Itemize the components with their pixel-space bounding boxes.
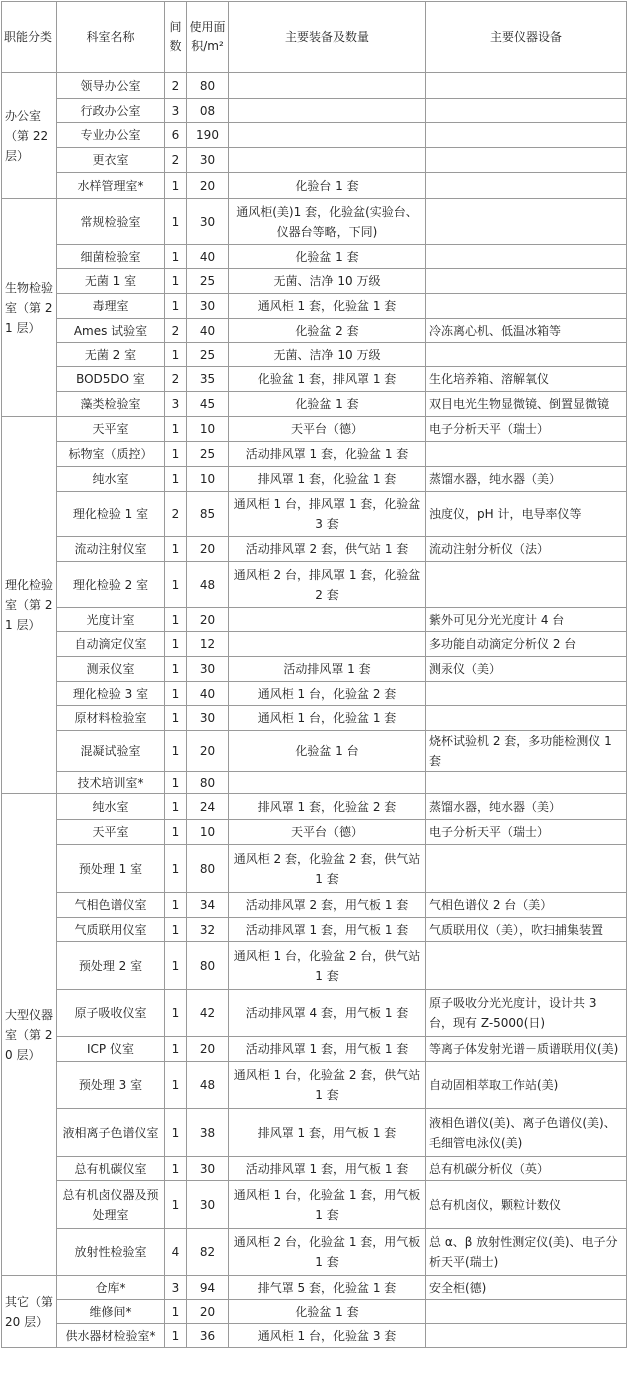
instruments-cell [426, 199, 627, 245]
table-row [2, 1109, 627, 1157]
room-name-cell: 预处理 2 室 [57, 942, 165, 990]
area-cell: 30 [187, 706, 229, 731]
count-cell: 1 [165, 343, 187, 367]
table-row [2, 820, 627, 845]
table-body [2, 73, 627, 1348]
instruments-cell: 气相色谱仪 2 台（美） [426, 893, 627, 918]
header-equipment: 主要装备及数量 [229, 2, 426, 73]
room-name-cell: 原子吸收仪室 [57, 990, 165, 1037]
header-area: 使用面积/m² [187, 2, 229, 73]
area-cell: 30 [187, 148, 229, 173]
category-cell: 生物检验室（第 21 层） [2, 199, 57, 417]
count-cell: 1 [165, 294, 187, 319]
instruments-cell [426, 1300, 627, 1324]
room-name-cell: 气质联用仪室 [57, 918, 165, 942]
instruments-cell: 总 α、β 放射性测定仪(美)、电子分析天平(瑞士) [426, 1229, 627, 1276]
room-name-cell: 理化检验 1 室 [57, 492, 165, 537]
area-cell: 24 [187, 794, 229, 820]
equipment-cell: 排风罩 1 套，化验盆 2 套 [229, 794, 426, 820]
table-row [2, 562, 627, 608]
instruments-cell [426, 682, 627, 706]
room-name-cell: 细菌检验室 [57, 245, 165, 269]
instruments-cell [426, 245, 627, 269]
instruments-cell [426, 442, 627, 467]
count-cell: 1 [165, 467, 187, 492]
instruments-cell [426, 772, 627, 794]
table-row [2, 392, 627, 417]
instruments-cell [426, 706, 627, 731]
instruments-cell [426, 123, 627, 148]
equipment-cell: 化验盆 1 套 [229, 1300, 426, 1324]
table-row [2, 608, 627, 632]
instruments-cell: 烧杯试验机 2 套，多功能检测仪 1 套 [426, 731, 627, 772]
instruments-cell: 流动注射分析仪（法） [426, 537, 627, 562]
area-cell: 25 [187, 269, 229, 294]
area-cell: 30 [187, 1157, 229, 1181]
table-row [2, 245, 627, 269]
count-cell: 1 [165, 199, 187, 245]
equipment-cell [229, 148, 426, 173]
room-name-cell: 光度计室 [57, 608, 165, 632]
instruments-cell [426, 294, 627, 319]
count-cell: 2 [165, 73, 187, 99]
area-cell: 190 [187, 123, 229, 148]
area-cell: 82 [187, 1229, 229, 1276]
count-cell: 1 [165, 820, 187, 845]
instruments-cell: 蒸馏水器，纯水器（美） [426, 467, 627, 492]
room-name-cell: 理化检验 2 室 [57, 562, 165, 608]
count-cell: 1 [165, 442, 187, 467]
room-name-cell: 理化检验 3 室 [57, 682, 165, 706]
table-row [2, 845, 627, 893]
equipment-cell: 通风柜(美)1 套，化验盆(实验台、仪器台等略，下同) [229, 199, 426, 245]
area-cell: 35 [187, 367, 229, 392]
count-cell: 4 [165, 1229, 187, 1276]
table-row [2, 148, 627, 173]
room-name-cell: 预处理 1 室 [57, 845, 165, 893]
instruments-cell: 总有机碳分析仪（英） [426, 1157, 627, 1181]
room-name-cell: 液相离子色谱仪室 [57, 1109, 165, 1157]
equipment-cell: 活动排风罩 1 套，用气板 1 套 [229, 1037, 426, 1062]
count-cell: 1 [165, 706, 187, 731]
room-name-cell: 无菌 1 室 [57, 269, 165, 294]
equipment-cell: 无菌、洁净 10 万级 [229, 343, 426, 367]
equipment-cell: 活动排风罩 4 套，用气板 1 套 [229, 990, 426, 1037]
count-cell: 1 [165, 1157, 187, 1181]
instruments-cell: 冷冻离心机、低温冰箱等 [426, 319, 627, 343]
equipment-cell: 通风柜 2 台，排风罩 1 套，化验盆 2 套 [229, 562, 426, 608]
instruments-cell [426, 562, 627, 608]
count-cell: 2 [165, 319, 187, 343]
table-row [2, 1300, 627, 1324]
instruments-cell [426, 173, 627, 199]
equipment-cell: 通风柜 1 台，排风罩 1 套，化验盆 3 套 [229, 492, 426, 537]
instruments-cell: 原子吸收分光光度计，设计共 3 台，现有 Z-5000(日) [426, 990, 627, 1037]
equipment-cell: 活动排风罩 1 套，化验盆 1 套 [229, 442, 426, 467]
category-cell: 大型仪器室（第 20 层） [2, 794, 57, 1276]
area-cell: 20 [187, 173, 229, 199]
count-cell: 1 [165, 772, 187, 794]
equipment-cell: 通风柜 1 台，化验盆 1 套 [229, 706, 426, 731]
count-cell: 1 [165, 173, 187, 199]
area-cell: 40 [187, 245, 229, 269]
room-name-cell: 测汞仪室 [57, 657, 165, 682]
table-row [2, 1276, 627, 1300]
room-name-cell: 技术培训室* [57, 772, 165, 794]
count-cell: 1 [165, 1324, 187, 1348]
count-cell: 1 [165, 918, 187, 942]
area-cell: 48 [187, 1062, 229, 1109]
count-cell: 1 [165, 990, 187, 1037]
equipment-cell: 化验盆 2 套 [229, 319, 426, 343]
table-row [2, 73, 627, 99]
count-cell: 1 [165, 942, 187, 990]
instruments-cell [426, 269, 627, 294]
count-cell: 1 [165, 537, 187, 562]
instruments-cell: 电子分析天平（瑞士） [426, 820, 627, 845]
room-name-cell: 流动注射仪室 [57, 537, 165, 562]
count-cell: 6 [165, 123, 187, 148]
table-row [2, 199, 627, 245]
room-name-cell: 仓库* [57, 1276, 165, 1300]
room-name-cell: 气相色谱仪室 [57, 893, 165, 918]
count-cell: 1 [165, 632, 187, 657]
count-cell: 1 [165, 562, 187, 608]
table-row [2, 467, 627, 492]
equipment-cell: 排风罩 1 套，用气板 1 套 [229, 1109, 426, 1157]
table-row [2, 343, 627, 367]
area-cell: 20 [187, 1300, 229, 1324]
equipment-cell [229, 632, 426, 657]
area-cell: 30 [187, 199, 229, 245]
equipment-cell: 天平台（德） [229, 417, 426, 442]
count-cell: 3 [165, 392, 187, 417]
area-cell: 30 [187, 294, 229, 319]
room-name-cell: 供水器材检验室* [57, 1324, 165, 1348]
area-cell: 10 [187, 467, 229, 492]
count-cell: 2 [165, 492, 187, 537]
table-row [2, 442, 627, 467]
area-cell: 30 [187, 657, 229, 682]
area-cell: 40 [187, 682, 229, 706]
area-cell: 80 [187, 942, 229, 990]
room-name-cell: 天平室 [57, 417, 165, 442]
equipment-cell: 通风柜 1 台，化验盆 2 套 [229, 682, 426, 706]
area-cell: 80 [187, 73, 229, 99]
header-category: 职能分类 [2, 2, 57, 73]
count-cell: 1 [165, 417, 187, 442]
table-row [2, 1229, 627, 1276]
table-row [2, 706, 627, 731]
instruments-cell: 气质联用仪（美），吹扫捕集装置 [426, 918, 627, 942]
area-cell: 12 [187, 632, 229, 657]
room-name-cell: 预处理 3 室 [57, 1062, 165, 1109]
equipment-cell: 通风柜 2 套，化验盆 2 套，供气站 1 套 [229, 845, 426, 893]
equipment-cell: 通风柜 1 套，化验盆 1 套 [229, 294, 426, 319]
instruments-cell: 多功能自动滴定分析仪 2 台 [426, 632, 627, 657]
equipment-cell [229, 99, 426, 123]
area-cell: 30 [187, 1181, 229, 1229]
count-cell: 1 [165, 608, 187, 632]
area-cell: 20 [187, 1037, 229, 1062]
room-name-cell: 藻类检验室 [57, 392, 165, 417]
instruments-cell: 紫外可见分光光度计 4 台 [426, 608, 627, 632]
area-cell: 20 [187, 537, 229, 562]
equipment-cell [229, 73, 426, 99]
room-name-cell: 总有机卤仪器及预处理室 [57, 1181, 165, 1229]
area-cell: 45 [187, 392, 229, 417]
equipment-cell [229, 608, 426, 632]
room-name-cell: 维修间* [57, 1300, 165, 1324]
count-cell: 1 [165, 731, 187, 772]
room-name-cell: 天平室 [57, 820, 165, 845]
count-cell: 3 [165, 1276, 187, 1300]
count-cell: 1 [165, 893, 187, 918]
header-count: 间数 [165, 2, 187, 73]
table-row [2, 1062, 627, 1109]
equipment-cell: 化验盆 1 套 [229, 392, 426, 417]
equipment-cell: 无菌、洁净 10 万级 [229, 269, 426, 294]
room-name-cell: 纯水室 [57, 794, 165, 820]
equipment-cell [229, 123, 426, 148]
count-cell: 1 [165, 657, 187, 682]
area-cell: 10 [187, 417, 229, 442]
instruments-cell: 液相色谱仪(美)、离子色谱仪(美)、毛细管电泳仪(美) [426, 1109, 627, 1157]
category-cell: 其它（第 20 层） [2, 1276, 57, 1348]
table-row [2, 918, 627, 942]
instruments-cell [426, 343, 627, 367]
table-row [2, 123, 627, 148]
table-row [2, 1181, 627, 1229]
table-row [2, 492, 627, 537]
header-row [2, 2, 627, 73]
count-cell: 1 [165, 1181, 187, 1229]
count-cell: 1 [165, 269, 187, 294]
room-name-cell: 原材料检验室 [57, 706, 165, 731]
count-cell: 3 [165, 99, 187, 123]
count-cell: 1 [165, 1062, 187, 1109]
count-cell: 2 [165, 148, 187, 173]
table-row [2, 1157, 627, 1181]
room-name-cell: 总有机碳仪室 [57, 1157, 165, 1181]
instruments-cell [426, 73, 627, 99]
equipment-cell: 通风柜 1 台，化验盆 3 套 [229, 1324, 426, 1348]
equipment-cell: 化验台 1 套 [229, 173, 426, 199]
area-cell: 38 [187, 1109, 229, 1157]
instruments-cell [426, 99, 627, 123]
room-name-cell: 毒理室 [57, 294, 165, 319]
room-name-cell: 混凝试验室 [57, 731, 165, 772]
table-row [2, 294, 627, 319]
area-cell: 85 [187, 492, 229, 537]
equipment-cell: 通风柜 2 台，化验盆 1 套，用气板 1 套 [229, 1229, 426, 1276]
count-cell: 1 [165, 245, 187, 269]
count-cell: 1 [165, 1037, 187, 1062]
room-name-cell: 放射性检验室 [57, 1229, 165, 1276]
room-name-cell: 行政办公室 [57, 99, 165, 123]
table-row [2, 367, 627, 392]
area-cell: 32 [187, 918, 229, 942]
room-name-cell: 领导办公室 [57, 73, 165, 99]
table-row [2, 682, 627, 706]
room-name-cell: 常规检验室 [57, 199, 165, 245]
count-cell: 1 [165, 682, 187, 706]
instruments-cell [426, 1324, 627, 1348]
equipment-cell: 活动排风罩 1 套，用气板 1 套 [229, 1157, 426, 1181]
instruments-cell [426, 845, 627, 893]
count-cell: 1 [165, 794, 187, 820]
table-row [2, 417, 627, 442]
instruments-cell [426, 942, 627, 990]
area-cell: 94 [187, 1276, 229, 1300]
equipment-cell: 活动排风罩 1 套 [229, 657, 426, 682]
table-row [2, 794, 627, 820]
instruments-cell: 总有机卤仪，颗粒计数仪 [426, 1181, 627, 1229]
table-row [2, 942, 627, 990]
instruments-cell: 安全柜(德) [426, 1276, 627, 1300]
equipment-cell: 通风柜 1 台，化验盆 2 套，供气站 1 套 [229, 1062, 426, 1109]
instruments-cell: 自动固相萃取工作站(美) [426, 1062, 627, 1109]
table-row [2, 269, 627, 294]
table-row [2, 319, 627, 343]
instruments-cell: 生化培养箱、溶解氧仪 [426, 367, 627, 392]
count-cell: 2 [165, 367, 187, 392]
equipment-cell: 活动排风罩 1 套，用气板 1 套 [229, 918, 426, 942]
equipment-cell [229, 772, 426, 794]
room-name-cell: Ames 试验室 [57, 319, 165, 343]
equipment-cell: 天平台（德） [229, 820, 426, 845]
room-name-cell: 水样管理室* [57, 173, 165, 199]
table-row [2, 1037, 627, 1062]
instruments-cell: 双目电光生物显微镜、倒置显微镜 [426, 392, 627, 417]
room-name-cell: 纯水室 [57, 467, 165, 492]
area-cell: 25 [187, 442, 229, 467]
equipment-cell: 化验盆 1 套 [229, 245, 426, 269]
equipment-cell: 活动排风罩 2 套，供气站 1 套 [229, 537, 426, 562]
equipment-cell: 化验盆 1 台 [229, 731, 426, 772]
table-row [2, 893, 627, 918]
room-name-cell: 专业办公室 [57, 123, 165, 148]
instruments-cell: 等离子体发射光谱－质谱联用仪(美) [426, 1037, 627, 1062]
count-cell: 1 [165, 845, 187, 893]
equipment-cell: 通风柜 1 台，化验盆 2 台，供气站 1 套 [229, 942, 426, 990]
table-row [2, 537, 627, 562]
area-cell: 48 [187, 562, 229, 608]
header-instruments: 主要仪器设备 [426, 2, 627, 73]
room-name-cell: 自动滴定仪室 [57, 632, 165, 657]
category-cell: 理化检验室（第 21 层） [2, 417, 57, 794]
room-name-cell: BOD5DO 室 [57, 367, 165, 392]
area-cell: 40 [187, 319, 229, 343]
area-cell: 80 [187, 772, 229, 794]
instruments-cell [426, 148, 627, 173]
area-cell: 36 [187, 1324, 229, 1348]
equipment-cell: 通风柜 1 台，化验盆 1 套，用气板 1 套 [229, 1181, 426, 1229]
count-cell: 1 [165, 1109, 187, 1157]
room-name-cell: ICP 仪室 [57, 1037, 165, 1062]
table-row [2, 731, 627, 772]
area-cell: 42 [187, 990, 229, 1037]
room-name-cell: 更衣室 [57, 148, 165, 173]
category-cell: 办公室（第 22 层） [2, 73, 57, 199]
table-row [2, 173, 627, 199]
table-row [2, 99, 627, 123]
instruments-cell: 蒸馏水器，纯水器（美） [426, 794, 627, 820]
count-cell: 1 [165, 1300, 187, 1324]
room-name-cell: 无菌 2 室 [57, 343, 165, 367]
area-cell: 25 [187, 343, 229, 367]
table-row [2, 772, 627, 794]
instruments-cell: 电子分析天平（瑞士） [426, 417, 627, 442]
area-cell: 20 [187, 608, 229, 632]
header-room-name: 科室名称 [57, 2, 165, 73]
instruments-cell: 浊度仪，pH 计，电导率仪等 [426, 492, 627, 537]
equipment-cell: 活动排风罩 2 套，用气板 1 套 [229, 893, 426, 918]
instruments-cell: 测汞仪（美） [426, 657, 627, 682]
room-name-cell: 标物室（质控） [57, 442, 165, 467]
lab-rooms-table [1, 1, 627, 1348]
table-row [2, 1324, 627, 1348]
area-cell: 08 [187, 99, 229, 123]
area-cell: 10 [187, 820, 229, 845]
area-cell: 80 [187, 845, 229, 893]
table-row [2, 990, 627, 1037]
table-row [2, 657, 627, 682]
equipment-cell: 排风罩 1 套，化验盆 1 套 [229, 467, 426, 492]
equipment-cell: 排气罩 5 套，化验盆 1 套 [229, 1276, 426, 1300]
table-row [2, 632, 627, 657]
equipment-cell: 化验盆 1 套，排风罩 1 套 [229, 367, 426, 392]
area-cell: 34 [187, 893, 229, 918]
area-cell: 20 [187, 731, 229, 772]
